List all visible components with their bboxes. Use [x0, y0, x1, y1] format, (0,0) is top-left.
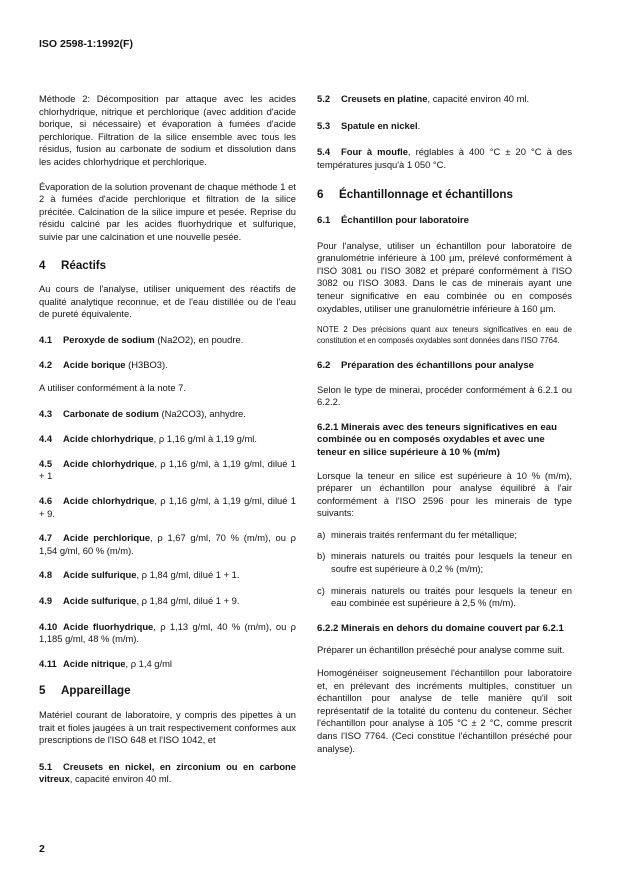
- section-4-intro: Au cours de l'analyse, utiliser uniquement des réactifs de qualité analytique reconnue, et de l'eau distillée ou de l'eau de pureté équivalente.: [39, 283, 296, 320]
- reagent-4-7: 4.7 Acide perchlorique, ρ 1,67 g/ml, 70 % (m/m), ou ρ 1,54 g/ml, 60 % (m/m).: [39, 532, 296, 556]
- apparatus-5-1: 5.1 Creusets en nickel, en zirconium ou en carbone vitreux, capacité environ 40 ml.: [39, 760, 296, 785]
- section-6-2-1-body: Lorsque la teneur en silice est supérieure à 10 % (m/m), préparer un échantillon pour analyse équilibré à l'air conformément à l'ISO 2596 pour les minerais de type suivants:: [317, 469, 572, 519]
- reagent-4-3: 4.3 Carbonate de sodium (Na2CO3), anhydre.: [39, 407, 246, 419]
- reagent-4-10: 4.10 Acide fluorhydrique, ρ 1,13 g/ml, 40 % (m/m), ou ρ 1,185 g/ml, 48 % (m/m).: [39, 620, 296, 645]
- left-column: [39, 93, 296, 786]
- section-6-title: Échantillonnage et échantillons: [339, 188, 513, 202]
- section-6-1-heading: 6.1 Échantillon pour laboratoire: [317, 214, 469, 226]
- document-header: ISO 2598-1:1992(F): [39, 38, 133, 50]
- section-6-2-body: Selon le type de minerai, procéder conformément à 6.2.1 ou 6.2.2.: [317, 383, 572, 408]
- reagent-4-9: 4.9 Acide sulfurique, ρ 1,84 g/ml, dilué 1 + 9.: [39, 595, 240, 607]
- section-6-2-heading: 6.2 Préparation des échantillons pour analyse: [317, 359, 534, 371]
- note-2: NOTE 2 Des précisions quant aux teneurs significatives en eau de constitution et en composés oxydables sont données dans l'ISO 7764.: [317, 325, 572, 345]
- ore-type-list: [317, 529, 572, 610]
- reagent-4-4: 4.4 Acide chlorhydrique, ρ 1,16 g/ml à 1,19 g/ml.: [39, 433, 257, 445]
- reagent-4-8: 4.8 Acide sulfurique, ρ 1,84 g/ml, dilué 1 + 1.: [39, 569, 240, 581]
- section-5-number: 5: [39, 684, 46, 698]
- list-item: a) minerais traités renfermant du fer métallique;: [317, 528, 518, 540]
- reagent-4-11: 4.11 Acide nitrique, ρ 1,4 g/ml: [39, 657, 173, 669]
- list-item: b) minerais naturels ou traités pour lesquels la teneur en soufre est supérieure à 0,2 % (m/m);: [317, 550, 572, 575]
- section-4-title: Réactifs: [61, 258, 107, 272]
- page-number: 2: [39, 843, 45, 855]
- section-5-heading: [39, 685, 296, 698]
- section-6-2-2-heading: 6.2.2 Minerais en dehors du domaine couvert par 6.2.1: [317, 622, 564, 634]
- reagent-4-1: 4.1 Peroxyde de sodium (Na2O2), en poudre.: [39, 333, 244, 345]
- section-6-2-1-heading: 6.2.1 Minerais avec des teneurs significatives en eau combinée ou en composés oxydables et avec une teneur en silice supérieure à 10 % (m/m): [317, 421, 557, 458]
- apparatus-5-3: 5.3 Spatule en nickel.: [317, 119, 421, 131]
- section-6-heading: [317, 189, 572, 202]
- section-6-2-2-body-2: Homogénéiser soigneusement l'échantillon pour laboratoire et, en prélevant des incréments multiples, constituer un échantillon pour analyse de telle manière qu'il soit représentatif de la totalité du contenu du conteneur. Sécher l'échantillon pour analyse à 105 °C ± 2 °C, comme prescrit dans l'ISO 7764. (Ceci constitue l'échantillon préséché pour analyse).: [317, 667, 572, 754]
- section-6-2-2-body-1: Préparer un échantillon préséché pour analyse comme suit.: [317, 644, 565, 656]
- right-column: [317, 93, 572, 755]
- reagent-4-5: 4.5 Acide chlorhydrique, ρ 1,16 g/ml, à 1,19 g/ml, dilué 1 + 1: [39, 457, 296, 482]
- section-5-intro: Matériel courant de laboratoire, y compris des pipettes à un trait et fioles jaugées à un trait respectivement conformes aux prescriptions de l'ISO 648 et l'ISO 1042, et: [39, 709, 296, 746]
- reagent-4-2-note: A utiliser conformément à la note 7.: [39, 382, 186, 394]
- list-item: c) minerais naturels ou traités pour lesquels la teneur en eau combinée est supérieure à 2,5 % (m/m).: [317, 584, 572, 609]
- section-6-1-body: Pour l'analyse, utiliser un échantillon pour laboratoire de granulométrie inférieure à 100 µm, prélevé conformément à l'ISO 3081 ou l'ISO 3082 et préparé conformément à l'ISO 3082 ou l'ISO 3083. Dans le cas de minerais ayant une teneur significative en eau combinée ou en composés oxydables, utiliser une granulométrie inférieure à 160 µm.: [317, 239, 572, 314]
- section-4-heading: [39, 260, 296, 273]
- section-4-number: 4: [39, 258, 46, 272]
- section-6-number: 6: [317, 188, 324, 202]
- method-2-paragraph: Méthode 2: Décomposition par attaque avec les acides chlorhydrique, nitrique et perchlorique (avec addition d'acide borique, si nécessaire) et évaporation à fumées d'acide perchlorique. Filtration de la silice ensemble avec tous les résidus, fusion au carbonate de sodium et dissolution dans les acides chlorhydrique et perchlorique.: [39, 93, 296, 167]
- evaporation-paragraph: Évaporation de la solution provenant de chaque méthode 1 et 2 à fumées d'acide perchlorique et filtration de la silice précitée. Calcination de la silice impure et pesée. Reprise du résidu calciné par les acides fluorhydrique et sulfurique, suivie par une calcination et une nouvelle pesée.: [39, 180, 296, 242]
- apparatus-5-4: 5.4 Four à moufle, réglables à 400 °C ± 20 °C à des températures jusqu'à 1 050 °C.: [317, 146, 573, 170]
- reagent-4-2: 4.2 Acide borique (H3BO3).: [39, 358, 168, 370]
- section-5-title: Appareillage: [61, 684, 131, 698]
- apparatus-5-2: 5.2 Creusets en platine, capacité environ 40 ml.: [317, 93, 530, 104]
- reagent-4-6: 4.6 Acide chlorhydrique, ρ 1,16 g/ml, à 1,19 g/ml, dilué 1 + 9.: [39, 495, 296, 519]
